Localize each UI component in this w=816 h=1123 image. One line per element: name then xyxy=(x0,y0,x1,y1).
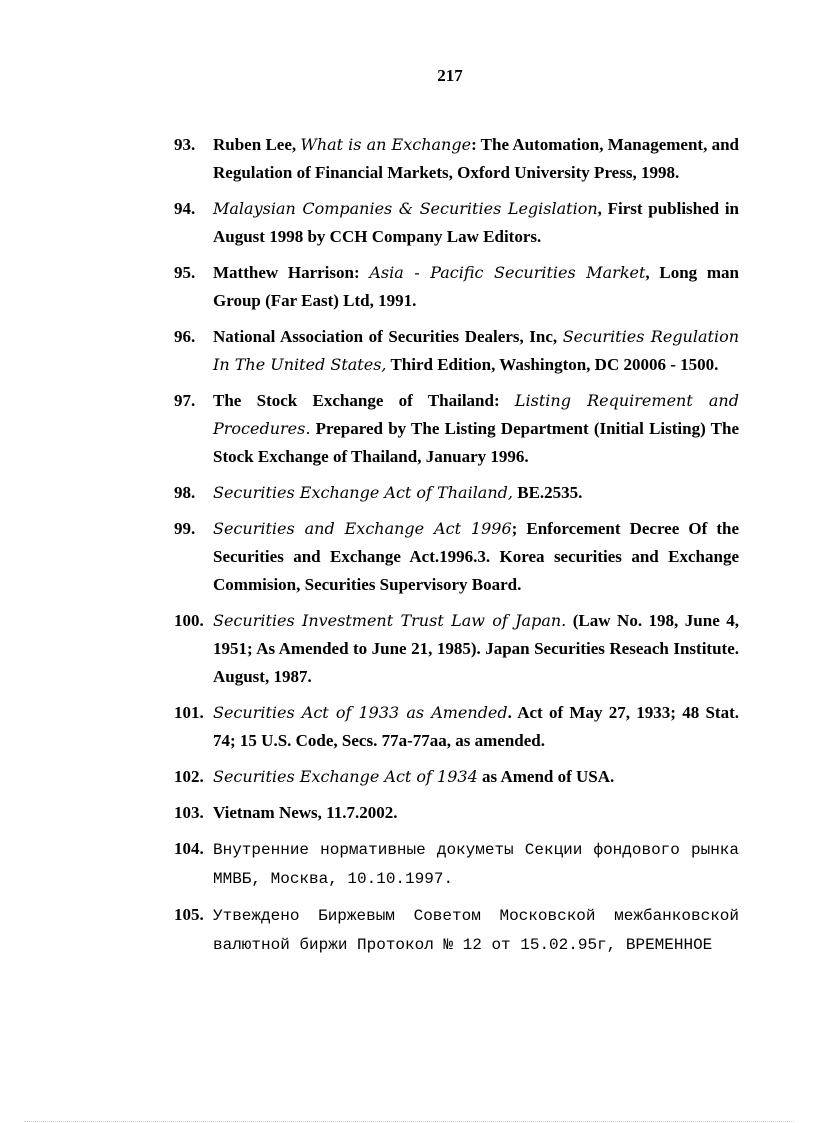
reference-text: Внутренние нормативные докуметы Секции фондового рынка ММВБ, Москва, 10.10.1997. xyxy=(213,841,739,888)
reference-number: 94. xyxy=(174,199,196,218)
reference-item xyxy=(134,699,739,755)
reference-title: Securities Exchange Act of Thailand, xyxy=(213,483,513,502)
reference-title: What is an Exchange xyxy=(300,135,472,154)
reference-text: Утвеждено Биржевым Советом Московской межбанковской валютной биржи Протокол № 12 от 15.02.95г, ВРЕМЕННОЕ xyxy=(213,907,739,954)
reference-number: 105. xyxy=(174,905,204,924)
reference-item xyxy=(134,515,739,599)
reference-text: , First published in August 1998 by CCH Company Law Editors. xyxy=(213,199,740,246)
reference-number: 104. xyxy=(174,839,204,858)
reference-item xyxy=(134,259,739,315)
reference-text: Third Edition, Washington, DC 20006 - 1500. xyxy=(386,355,719,374)
reference-text: , Long man Group (Far East) Ltd, 1991. xyxy=(213,263,739,310)
reference-item xyxy=(134,763,739,791)
reference-text: Vietnam News, 11.7.2002. xyxy=(213,803,398,822)
reference-item xyxy=(134,479,739,507)
reference-number: 97. xyxy=(174,391,196,410)
reference-text: The Stock Exchange of Thailand: xyxy=(213,391,515,410)
reference-item xyxy=(134,835,739,893)
reference-text: : The Automation, Management, and Regulation of Financial Markets, Oxford University Press, 1998. xyxy=(213,135,739,182)
reference-title: Securities Regulation In The United States, xyxy=(213,327,740,374)
reference-number: 98. xyxy=(174,483,196,502)
reference-text: . Act of May 27, 1933; 48 Stat. 74; 15 U.S. Code, Secs. 77a-77aa, as amended. xyxy=(213,703,739,750)
reference-text: BE.2535. xyxy=(512,483,583,502)
reference-number: 103. xyxy=(174,803,204,822)
reference-item xyxy=(134,799,739,827)
reference-number: 100. xyxy=(174,611,204,630)
reference-item xyxy=(134,131,739,187)
reference-text: as Amend of USA. xyxy=(477,767,615,786)
reference-text: (Law No. 198, June 4, 1951; As Amended to June 21, 1985). Japan Securities Reseach Institute. August, 1987. xyxy=(213,611,739,686)
reference-title: Securities Investment Trust Law of Japan. xyxy=(213,611,567,630)
reference-list xyxy=(134,131,739,967)
reference-number: 93. xyxy=(174,135,196,154)
reference-text: Ruben Lee, xyxy=(213,135,301,154)
reference-number: 101. xyxy=(174,703,204,722)
reference-text: ; Enforcement Decree Of the Securities and Exchange Act.1996.3. Korea securities and Exchange Commision, Securities Supervisory Board. xyxy=(213,519,739,594)
reference-number: 96. xyxy=(174,327,196,346)
footer-divider xyxy=(24,1121,794,1122)
reference-number: 95. xyxy=(174,263,196,282)
reference-title: Asia - Pacific Securities Market xyxy=(369,263,646,282)
page-number: 217 xyxy=(437,66,463,85)
reference-title: Securities Act of 1933 as Amended xyxy=(213,703,508,722)
reference-text: National Association of Securities Dealers, Inc, xyxy=(213,327,563,346)
reference-title: Securities Exchange Act of 1934 xyxy=(213,767,478,786)
reference-text: Matthew Harrison: xyxy=(213,263,370,282)
reference-title: Listing Requirement and Procedures. xyxy=(213,391,739,438)
reference-title: Securities and Exchange Act 1996 xyxy=(213,519,512,538)
reference-item xyxy=(134,195,739,251)
reference-text: Prepared by The Listing Department (Initial Listing) The Stock Exchange of Thailand, January 1996. xyxy=(213,419,739,466)
reference-item xyxy=(134,901,739,959)
reference-title: Malaysian Companies & Securities Legislation xyxy=(213,199,598,218)
reference-item xyxy=(134,323,739,379)
reference-item xyxy=(134,607,739,691)
reference-number: 99. xyxy=(174,519,196,538)
reference-number: 102. xyxy=(174,767,204,786)
reference-item xyxy=(134,387,739,471)
